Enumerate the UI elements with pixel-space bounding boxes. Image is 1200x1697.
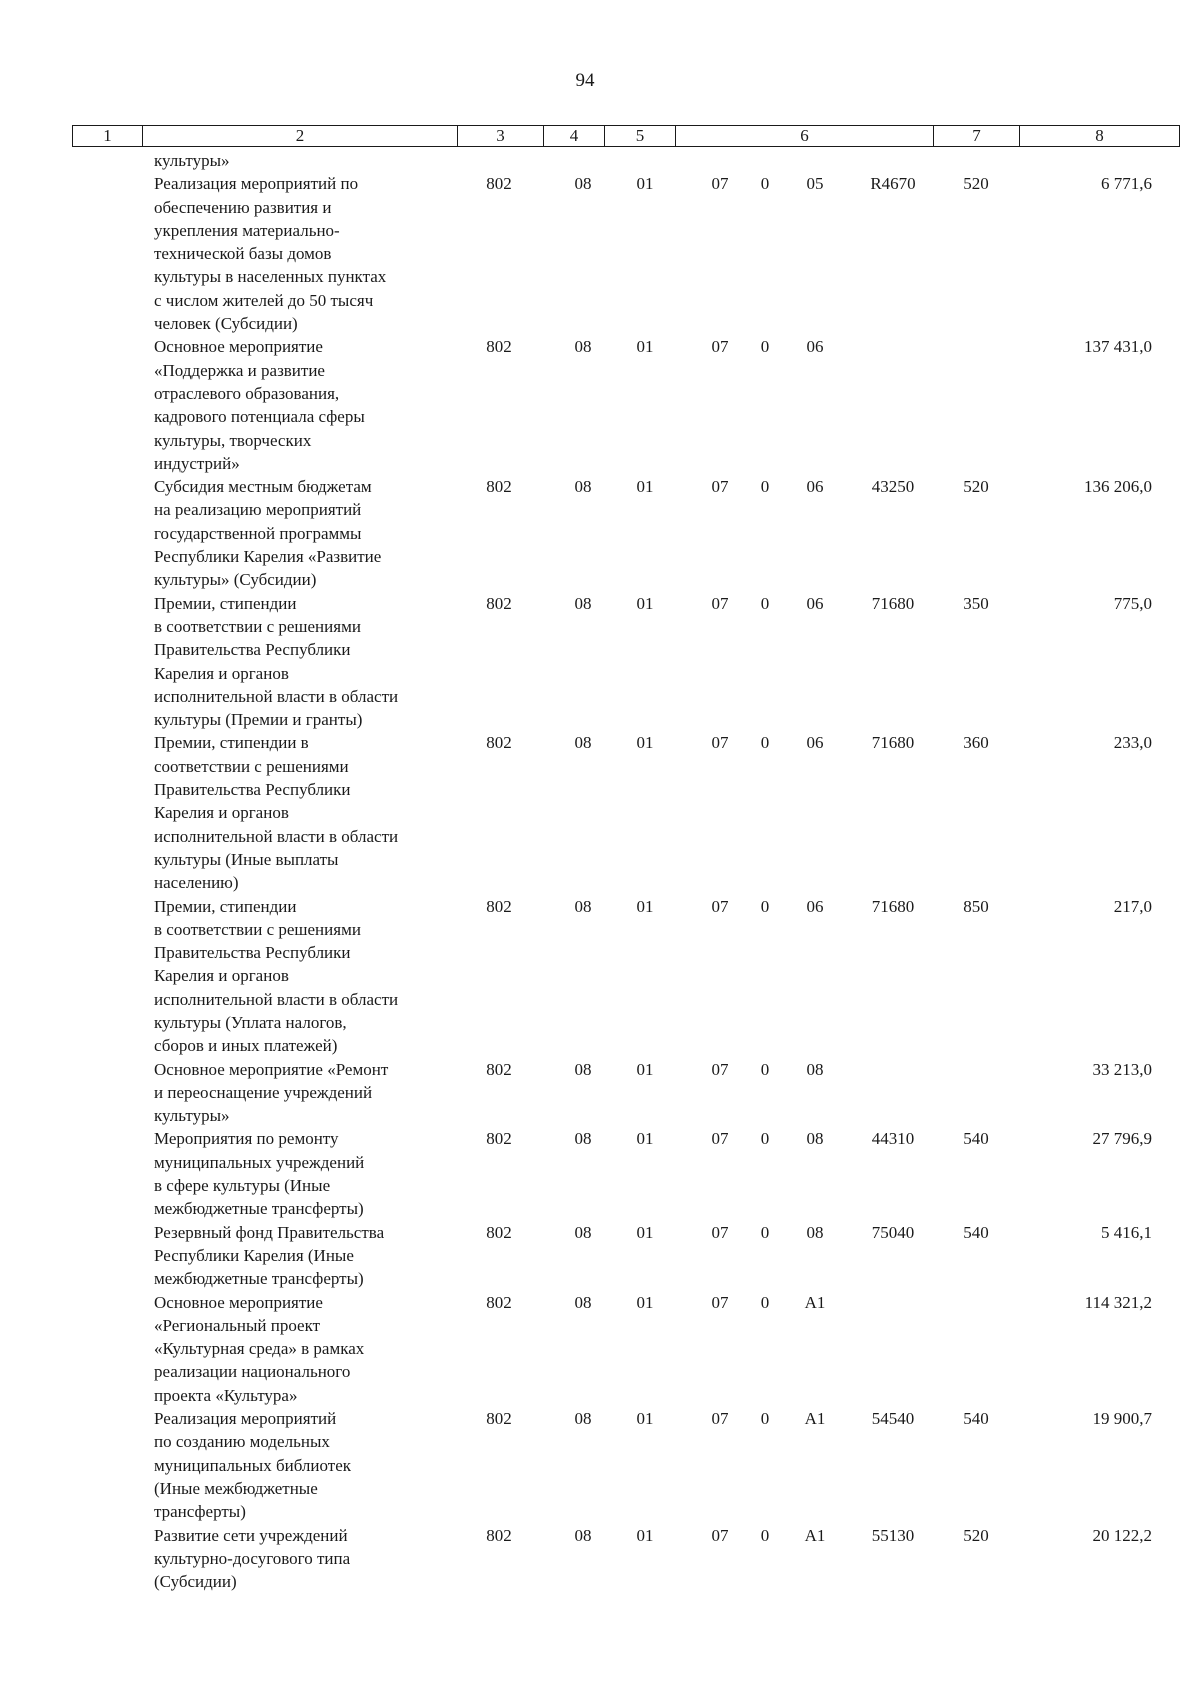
- table-row: [0, 172, 1200, 335]
- row-expense-type-code: 520: [963, 1525, 989, 1545]
- row-subsection-code: 01: [636, 1059, 654, 1079]
- row-section-code: 08: [574, 593, 592, 613]
- row-subprogram-code: 0: [760, 1525, 770, 1545]
- table-row: [0, 1291, 1200, 1407]
- row-amount: 136 206,0: [1084, 477, 1152, 497]
- table-row: [0, 335, 1200, 475]
- column-header-5: 5: [605, 126, 676, 147]
- row-amount: 233,0: [1113, 733, 1152, 753]
- row-amount: 33 213,0: [1092, 1059, 1152, 1079]
- row-expense-type-code: 350: [963, 593, 989, 613]
- row-ministry-code: 802: [486, 477, 512, 497]
- row-event-code: 06: [806, 593, 824, 613]
- row-description: Основное мероприятие «Региональный проект «Культурная среда» в рамках реализации национального проекта «Культура»: [154, 1292, 365, 1405]
- table-row: [0, 1524, 1200, 1594]
- column-header-6: 6: [676, 126, 934, 147]
- row-direction-code: R4670: [870, 174, 916, 194]
- row-section-code: 08: [574, 1292, 592, 1312]
- row-section-code: 08: [574, 477, 592, 497]
- row-ministry-code: 802: [486, 1059, 512, 1079]
- row-event-code: A1: [804, 1292, 826, 1312]
- row-program-code: 07: [711, 733, 729, 753]
- column-header-1: 1: [73, 126, 143, 147]
- row-ministry-code: 802: [486, 896, 512, 916]
- row-ministry-code: 802: [486, 1292, 512, 1312]
- row-description: Основное мероприятие «Поддержка и развитие отраслевого образования, кадрового потенциала сферы культуры, творческих индустрий»: [154, 337, 365, 473]
- column-header-2: 2: [143, 126, 458, 147]
- row-ministry-code: 802: [486, 337, 512, 357]
- row-program-code: 07: [711, 1222, 729, 1242]
- row-program-code: 07: [711, 337, 729, 357]
- row-description: Субсидия местным бюджетам на реализацию мероприятий государственной программы Республики Карелия «Развитие культуры» (Субсидии): [154, 477, 382, 590]
- row-subprogram-code: 0: [760, 1129, 770, 1149]
- row-subprogram-code: 0: [760, 1409, 770, 1429]
- table-row: [0, 1127, 1200, 1220]
- row-subsection-code: 01: [636, 337, 654, 357]
- row-description: Резервный фонд Правительства Республики Карелия (Иные межбюджетные трансферты): [154, 1222, 385, 1289]
- row-event-code: A1: [804, 1409, 826, 1429]
- row-subprogram-code: 0: [760, 1059, 770, 1079]
- budget-table-body: [0, 149, 1200, 1593]
- table-row: [0, 1221, 1200, 1291]
- row-subsection-code: 01: [636, 1525, 654, 1545]
- table-row: [0, 895, 1200, 1058]
- row-subprogram-code: 0: [760, 174, 770, 194]
- row-section-code: 08: [574, 174, 592, 194]
- row-subsection-code: 01: [636, 1222, 654, 1242]
- table-row: [0, 1058, 1200, 1128]
- row-amount: 19 900,7: [1092, 1409, 1152, 1429]
- row-ministry-code: 802: [486, 174, 512, 194]
- row-expense-type-code: 540: [963, 1129, 989, 1149]
- column-header-row: [73, 126, 1180, 147]
- row-direction-code: 71680: [871, 593, 915, 613]
- row-direction-code: 44310: [871, 1129, 915, 1149]
- row-expense-type-code: 850: [963, 896, 989, 916]
- row-program-code: 07: [711, 1409, 729, 1429]
- row-event-code: A1: [804, 1525, 826, 1545]
- row-program-code: 07: [711, 1059, 729, 1079]
- column-header-8: 8: [1020, 126, 1180, 147]
- continuation-text: культуры»: [154, 151, 230, 170]
- row-description: Премии, стипендии в соответствии с решениями Правительства Республики Карелия и органов исполнительной власти в области культуры (Иные выплаты населению): [154, 733, 399, 893]
- row-event-code: 05: [806, 174, 824, 194]
- row-expense-type-code: 520: [963, 477, 989, 497]
- row-subsection-code: 01: [636, 733, 654, 753]
- row-description: Реализация мероприятий по созданию модельных муниципальных библиотек (Иные межбюджетные трансферты): [154, 1409, 352, 1522]
- row-program-code: 07: [711, 1525, 729, 1545]
- row-description: Премии, стипендии в соответствии с решениями Правительства Республики Карелия и органов исполнительной власти в области культуры (Уплата налогов, сборов и иных платежей): [154, 896, 399, 1056]
- row-ministry-code: 802: [486, 1525, 512, 1545]
- row-direction-code: 75040: [871, 1222, 915, 1242]
- row-event-code: 06: [806, 337, 824, 357]
- row-ministry-code: 802: [486, 1222, 512, 1242]
- row-amount: 137 431,0: [1084, 337, 1152, 357]
- column-header-3: 3: [458, 126, 544, 147]
- page-number: 94: [575, 70, 595, 91]
- row-amount: 20 122,2: [1092, 1525, 1152, 1545]
- row-direction-code: 54540: [871, 1409, 915, 1429]
- row-section-code: 08: [574, 337, 592, 357]
- continuation-row: [0, 149, 1200, 172]
- table-row: [0, 731, 1200, 894]
- row-amount: 6 771,6: [1101, 174, 1152, 194]
- row-subsection-code: 01: [636, 477, 654, 497]
- row-event-code: 06: [806, 896, 824, 916]
- row-ministry-code: 802: [486, 1409, 512, 1429]
- row-expense-type-code: 520: [963, 174, 989, 194]
- row-section-code: 08: [574, 1059, 592, 1079]
- row-section-code: 08: [574, 1409, 592, 1429]
- column-header-7: 7: [934, 126, 1020, 147]
- row-expense-type-code: 540: [963, 1409, 989, 1429]
- row-event-code: 08: [806, 1059, 824, 1079]
- row-program-code: 07: [711, 174, 729, 194]
- row-subsection-code: 01: [636, 896, 654, 916]
- row-description: Реализация мероприятий по обеспечению развития и укрепления материально- технической базы домов культуры в населенных пунктах с числом жителей до 50 тысяч человек (Субсидии): [154, 174, 387, 334]
- row-subsection-code: 01: [636, 1292, 654, 1312]
- row-subprogram-code: 0: [760, 477, 770, 497]
- table-row: [0, 475, 1200, 591]
- row-subprogram-code: 0: [760, 337, 770, 357]
- row-program-code: 07: [711, 593, 729, 613]
- row-subprogram-code: 0: [760, 896, 770, 916]
- row-section-code: 08: [574, 1525, 592, 1545]
- row-event-code: 06: [806, 477, 824, 497]
- row-description: Мероприятия по ремонту муниципальных учреждений в сфере культуры (Иные межбюджетные трансферты): [154, 1129, 365, 1219]
- row-subsection-code: 01: [636, 174, 654, 194]
- row-subsection-code: 01: [636, 593, 654, 613]
- row-expense-type-code: 540: [963, 1222, 989, 1242]
- row-amount: 5 416,1: [1101, 1222, 1152, 1242]
- row-section-code: 08: [574, 733, 592, 753]
- column-header-table: [72, 125, 1180, 147]
- row-program-code: 07: [711, 1292, 729, 1312]
- row-subsection-code: 01: [636, 1129, 654, 1149]
- row-description: Развитие сети учреждений культурно-досугового типа (Субсидии): [154, 1525, 351, 1592]
- row-event-code: 08: [806, 1129, 824, 1149]
- row-section-code: 08: [574, 1129, 592, 1149]
- row-amount: 775,0: [1113, 593, 1152, 613]
- row-direction-code: 71680: [871, 733, 915, 753]
- row-description: Премии, стипендии в соответствии с решениями Правительства Республики Карелия и органов исполнительной власти в области культуры (Премии и гранты): [154, 593, 399, 730]
- row-direction-code: 43250: [871, 477, 915, 497]
- row-direction-code: 55130: [871, 1525, 915, 1545]
- row-subprogram-code: 0: [760, 593, 770, 613]
- row-subprogram-code: 0: [760, 1292, 770, 1312]
- row-amount: 114 321,2: [1084, 1292, 1152, 1312]
- table-row: [0, 1407, 1200, 1523]
- row-ministry-code: 802: [486, 1129, 512, 1149]
- row-subsection-code: 01: [636, 1409, 654, 1429]
- row-amount: 217,0: [1113, 896, 1152, 916]
- table-row: [0, 592, 1200, 732]
- row-direction-code: 71680: [871, 896, 915, 916]
- row-event-code: 08: [806, 1222, 824, 1242]
- row-event-code: 06: [806, 733, 824, 753]
- row-program-code: 07: [711, 896, 729, 916]
- row-subprogram-code: 0: [760, 733, 770, 753]
- row-program-code: 07: [711, 1129, 729, 1149]
- row-amount: 27 796,9: [1092, 1129, 1152, 1149]
- row-subprogram-code: 0: [760, 1222, 770, 1242]
- row-ministry-code: 802: [486, 733, 512, 753]
- row-program-code: 07: [711, 477, 729, 497]
- row-ministry-code: 802: [486, 593, 512, 613]
- row-description: Основное мероприятие «Ремонт и переоснащение учреждений культуры»: [154, 1059, 389, 1126]
- row-expense-type-code: 360: [963, 733, 989, 753]
- row-section-code: 08: [574, 896, 592, 916]
- row-section-code: 08: [574, 1222, 592, 1242]
- column-header-4: 4: [544, 126, 605, 147]
